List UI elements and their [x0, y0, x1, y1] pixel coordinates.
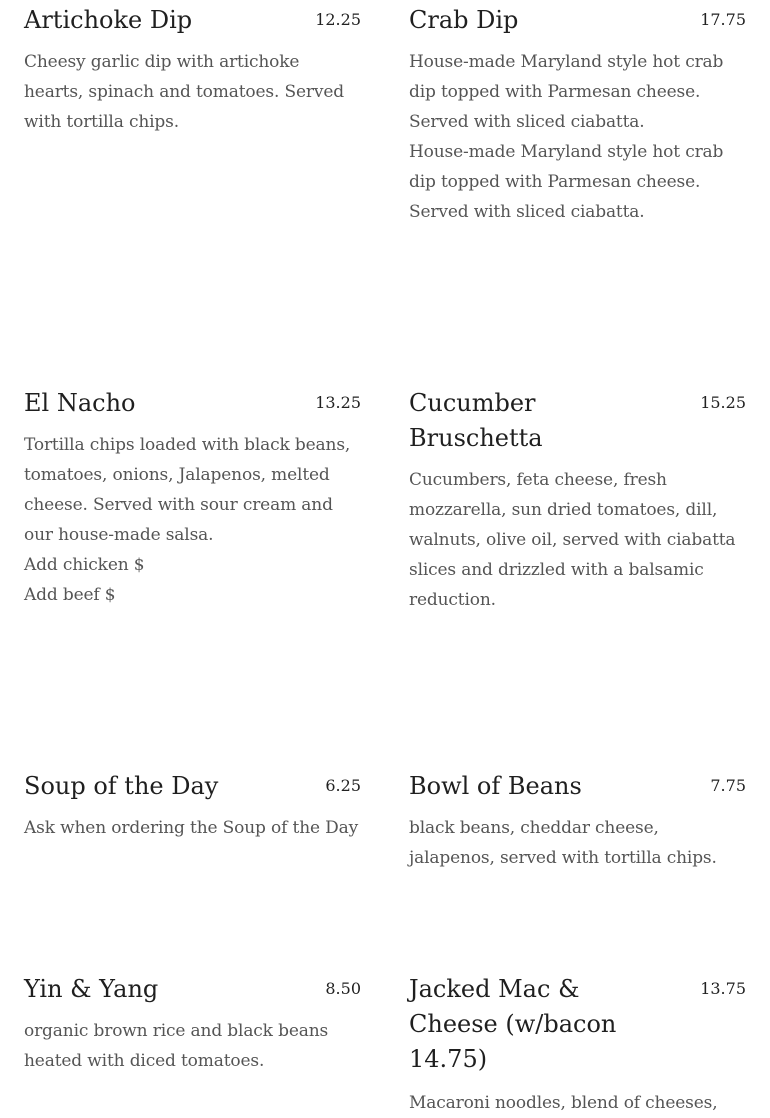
description-line: organic brown rice and black beans heated with diced tomatoes. [24, 1021, 329, 1071]
item-price: 7.75 [710, 776, 746, 795]
item-name: Crab Dip [409, 6, 519, 34]
item-name: Artichoke Dip [24, 6, 193, 34]
description-line: House-made Maryland style hot crab dip topped with Parmesan cheese. Served with sliced ciabatta. [409, 52, 724, 132]
menu-item [409, 769, 746, 873]
item-description [24, 47, 361, 137]
description-line: Cucumbers, feta cheese, fresh mozzarella, sun dried tomatoes, dill, walnuts, olive oil, served with ciabatta slices and drizzled with a balsamic reduction. [409, 470, 736, 610]
description-line: House-made Maryland style hot crab dip topped with Parmesan cheese. Served with sliced ciabatta. [409, 142, 724, 222]
item-name: Yin & Yang [24, 975, 159, 1003]
menu-item [24, 769, 361, 843]
description-line: Tortilla chips loaded with black beans, tomatoes, onions, Jalapenos, melted cheese. Served with sour cream and our house-made salsa. [24, 435, 351, 545]
item-name: Cucumber Bruschetta [409, 389, 543, 452]
item-description [409, 1088, 746, 1118]
menu-item [24, 386, 361, 610]
item-price: 13.25 [315, 393, 361, 412]
item-price: 6.25 [325, 776, 361, 795]
item-name: Jacked Mac & Cheese (w/bacon 14.75) [409, 975, 617, 1073]
item-price: 8.50 [325, 979, 361, 998]
description-line: Cheesy garlic dip with artichoke hearts, spinach and tomatoes. Served with tortilla chips. [24, 52, 344, 132]
item-description [24, 813, 361, 843]
menu-item [24, 3, 361, 137]
item-description [24, 1016, 361, 1076]
item-price: 17.75 [700, 10, 746, 29]
item-name: El Nacho [24, 389, 136, 417]
item-description [409, 47, 746, 227]
description-line: Add chicken $ [24, 555, 145, 575]
description-line: Add beef $ [24, 585, 116, 605]
item-description [24, 430, 361, 610]
item-price: 12.25 [315, 10, 361, 29]
menu-item [409, 972, 746, 1118]
item-price: 13.75 [700, 979, 746, 998]
item-description [409, 465, 746, 615]
menu-item [24, 972, 361, 1076]
item-price: 15.25 [700, 393, 746, 412]
description-line: Ask when ordering the Soup of the Day [24, 818, 359, 838]
item-name: Soup of the Day [24, 772, 219, 800]
description-line: black beans, cheddar cheese, jalapenos, served with tortilla chips. [409, 818, 717, 868]
menu-item [409, 386, 746, 615]
description-line: Macaroni noodles, blend of cheeses, [409, 1093, 718, 1113]
menu-item [409, 3, 746, 227]
item-description [409, 813, 746, 873]
item-name: Bowl of Beans [409, 772, 582, 800]
